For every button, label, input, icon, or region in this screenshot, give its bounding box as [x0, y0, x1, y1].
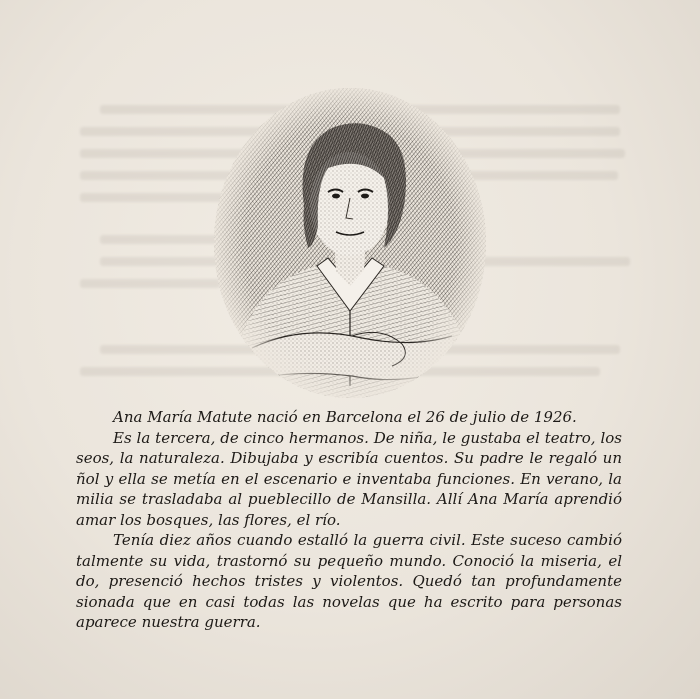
paragraph-3	[76, 530, 622, 633]
text-line: do, presenció hechos tristes y violentos. Quedó tan profundamente	[76, 572, 622, 590]
text-line: amar los bosques, las flores, el río.	[76, 510, 341, 529]
text-line: seos, la naturaleza. Dibujaba y escribía cuentos. Su padre le regaló un	[76, 449, 622, 467]
biography-text	[76, 407, 622, 633]
text-line: ñol y ella se metía en el escenario e inventaba funciones. En verano, la	[76, 469, 622, 488]
text-line: aparece nuestra guerra.	[76, 613, 261, 631]
paragraph-2	[76, 428, 622, 531]
text-line: sionada que en casi todas las novelas que ha escrito para personas	[76, 592, 622, 611]
text-line: Ana María Matute nació en Barcelona el 26 de julio de 1926.	[113, 408, 577, 426]
text-line: Es la tercera, de cinco hermanos. De niña, le gustaba el teatro, los	[113, 428, 622, 447]
text-line: milia se trasladaba al pueblecillo de Mansilla. Allí Ana María aprendió	[76, 490, 622, 508]
paragraph-1	[76, 407, 622, 428]
text-line: Tenía diez años cuando estalló la guerra civil. Este suceso cambió	[113, 531, 622, 549]
text-line: talmente su vida, trastornó su pequeño mundo. Conoció la miseria, el	[76, 551, 622, 570]
author-portrait-illustration	[212, 86, 488, 400]
